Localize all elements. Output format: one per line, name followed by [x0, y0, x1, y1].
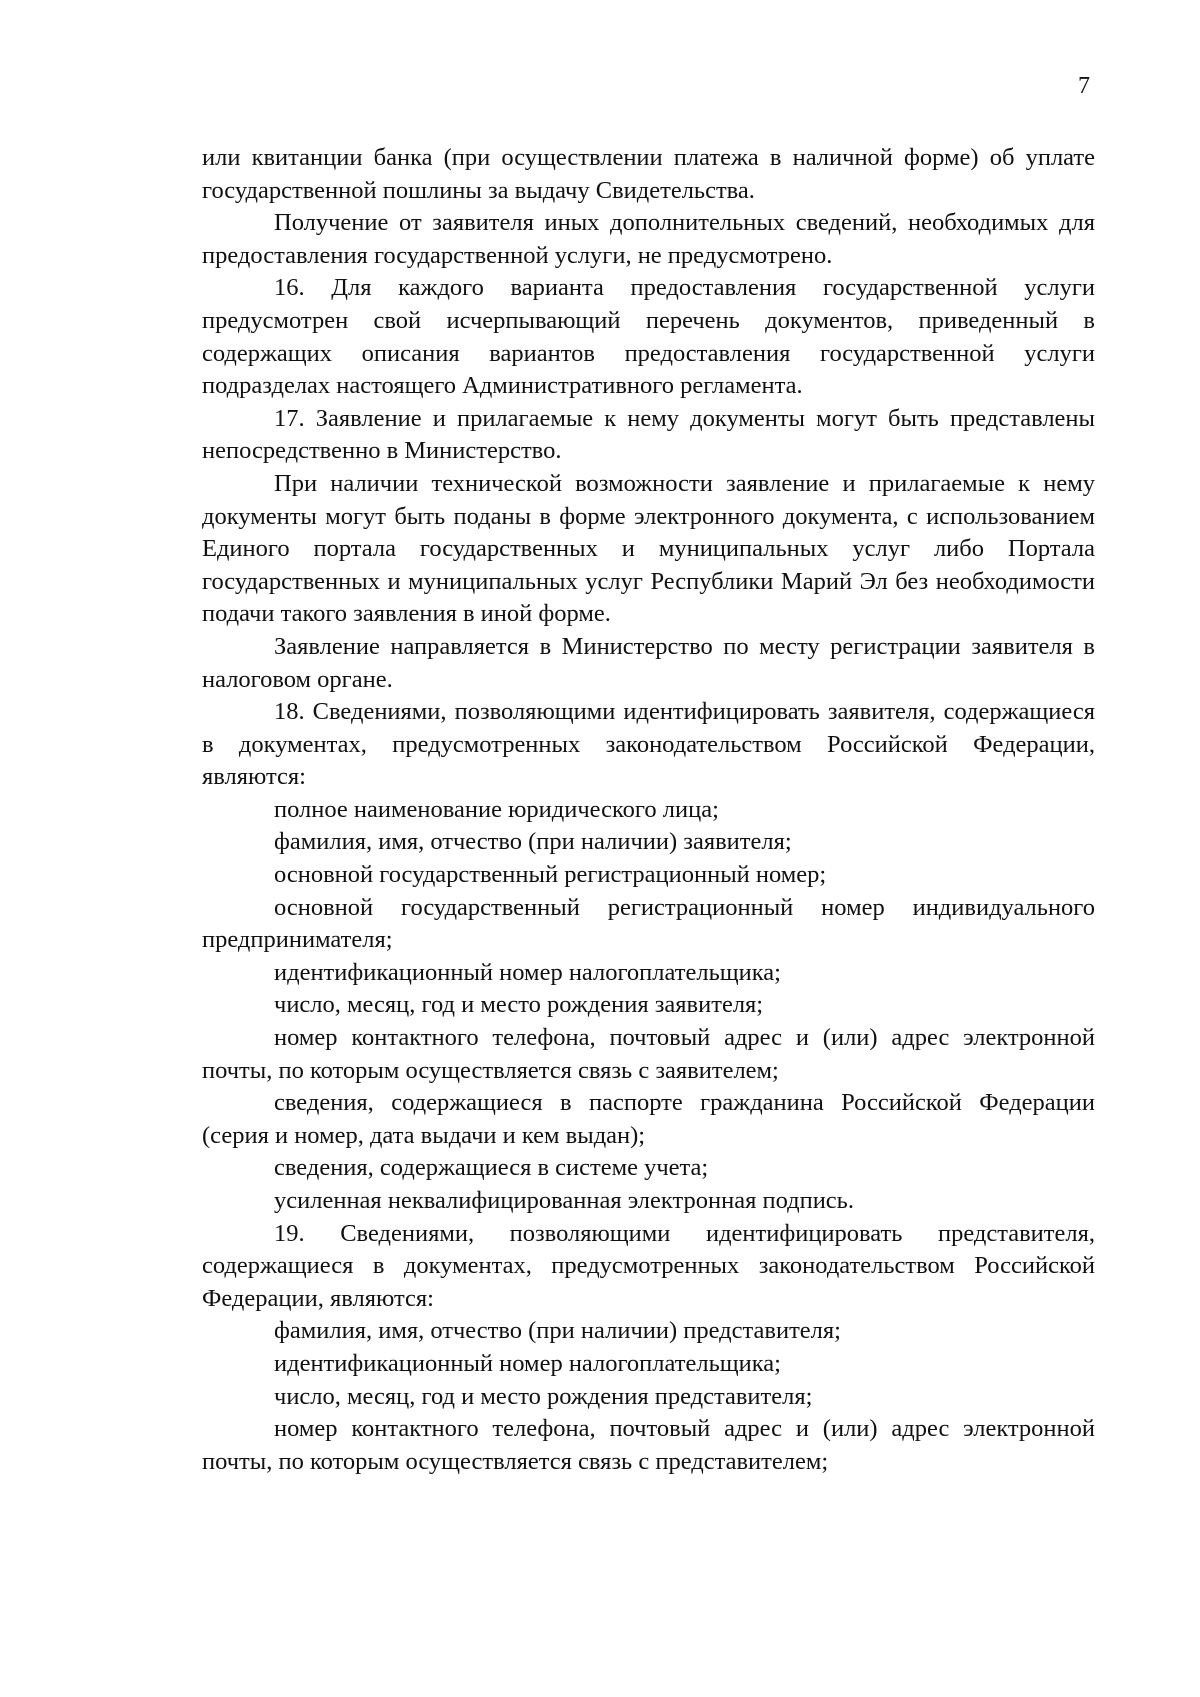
paragraph: идентификационный номер налогоплательщика;	[274, 958, 781, 986]
paragraph: При наличии технической возможности заявление и прилагаемые к нему документы могут быть поданы в форме электронного документа, с использованием Единого портала государственных и муниципальных услуг либо Портала государственных и муниципальных услуг Республики Марий Эл без необходимости подачи такого заявления в иной форме.	[202, 469, 1095, 628]
paragraph: номер контактного телефона, почтовый адрес и (или) адрес электронной почты, по которым осуществляется связь с представителем;	[202, 1415, 1095, 1475]
paragraph: сведения, содержащиеся в системе учета;	[274, 1154, 709, 1182]
paragraph: 19. Сведениями, позволяющими идентифицировать представителя, содержащиеся в документах, предусмотренных законодательством Российской Федерации, являются:	[202, 1219, 1095, 1312]
paragraph: число, месяц, год и место рождения заявителя;	[274, 991, 764, 1019]
paragraph: основной государственный регистрационный номер;	[274, 861, 827, 889]
paragraph: идентификационный номер налогоплательщика;	[274, 1349, 781, 1377]
paragraph: Получение от заявителя иных дополнительных сведений, необходимых для предоставления государственной услуги, не предусмотрено.	[202, 209, 1095, 269]
paragraph: Заявление направляется в Министерство по месту регистрации заявителя в налоговом органе.	[202, 632, 1095, 693]
paragraph: или квитанции банка (при осуществлении платежа в наличной форме) об уплате государственной пошлины за выдачу Свидетельства.	[202, 144, 1095, 204]
paragraph: число, месяц, год и место рождения представителя;	[274, 1382, 813, 1410]
paragraph: номер контактного телефона, почтовый адрес и (или) адрес электронной почты, по которым осуществляется связь с заявителем;	[202, 1024, 1095, 1084]
page-number: 7	[1078, 73, 1090, 99]
document-body	[202, 142, 1095, 1478]
paragraph: фамилия, имя, отчество (при наличии) представителя;	[274, 1317, 841, 1345]
paragraph: 18. Сведениями, позволяющими идентифицировать заявителя, содержащиеся в документах, предусмотренных законодательством Российской Федерации, являются:	[202, 698, 1095, 791]
paragraph: сведения, содержащиеся в паспорте гражданина Российской Федерации (серия и номер, дата выдачи и кем выдан);	[202, 1089, 1095, 1149]
paragraph: 17. Заявление и прилагаемые к нему документы могут быть представлены непосредственно в Министерство.	[202, 404, 1095, 465]
paragraph: усиленная неквалифицированная электронная подпись.	[274, 1187, 854, 1214]
paragraph: 16. Для каждого варианта предоставления государственной услуги предусмотрен свой исчерпывающий перечень документов, приведенный в содержащих описания вариантов предоставления государственной услуги подразделах настоящего Административного регламента.	[202, 274, 1095, 400]
paragraph: полное наименование юридического лица;	[274, 795, 719, 823]
paragraph: основной государственный регистрационный номер индивидуального предпринимателя;	[202, 893, 1095, 954]
paragraph: фамилия, имя, отчество (при наличии) заявителя;	[274, 828, 792, 856]
